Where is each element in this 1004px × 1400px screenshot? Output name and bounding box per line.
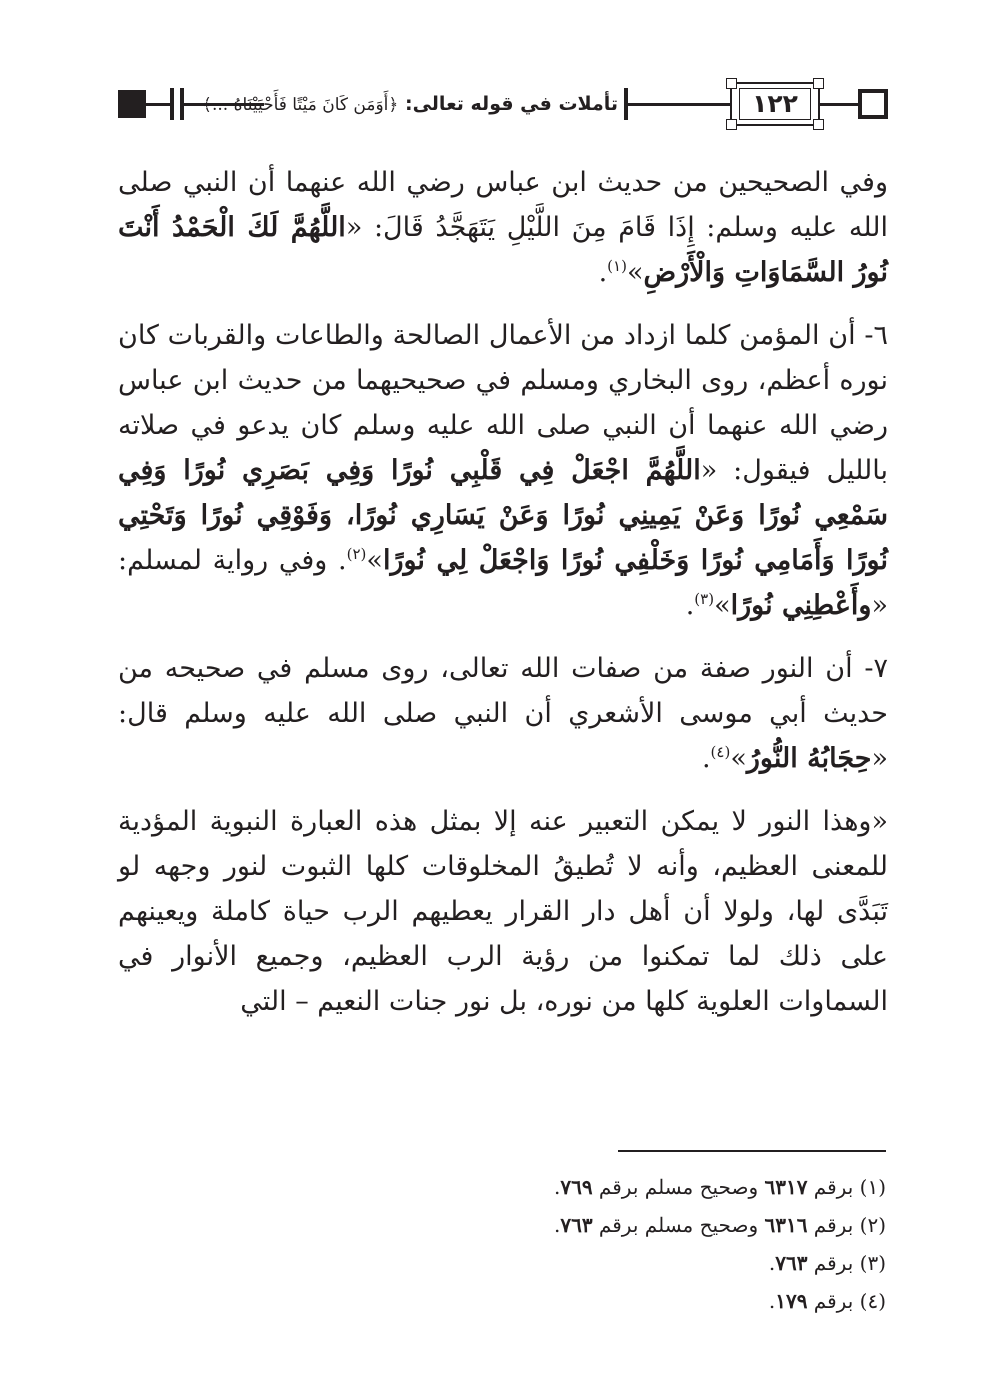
footnote-end: . bbox=[768, 1289, 776, 1313]
paragraph-4 bbox=[118, 799, 888, 1024]
running-title-text: تأملات في قوله تعالى: bbox=[398, 93, 618, 115]
running-title bbox=[202, 89, 618, 119]
page-number-frame bbox=[730, 82, 820, 126]
hadith-quote: اللَّهُمَّ لَكَ الْحَمْدُ أَنْتَ نُورُ السَّمَاوَاتِ وَالْأَرْضِ bbox=[118, 212, 888, 288]
footnote-text: برقم bbox=[807, 1213, 860, 1237]
header-solid-square bbox=[118, 90, 146, 118]
header-open-square bbox=[858, 89, 888, 119]
paragraph-text: «وهذا النور لا يمكن التعبير عنه إلا بمثل هذه العبارة النبوية المؤدية للمعنى العظيم، وأنه لا تُطيقُ المخلوقات كلها الثبوت لنور وجهه لو تَبَدَّى لها، ولولا أن أهل دار القرار يعطيهم الرب حياة كاملة ويعينهم على ذلك لما تمكنوا من رؤية الرب العظيم، وجميع الأنوار في السماوات العلوية كلها من نوره، بل نور جنات النعيم – التي bbox=[118, 806, 888, 1017]
footnote-number: ٧٦٩ bbox=[560, 1175, 593, 1199]
footnote-marker: (٤) bbox=[859, 1289, 886, 1313]
page-body bbox=[118, 160, 888, 1024]
footnote-end: . bbox=[553, 1175, 561, 1199]
quote-mark: » bbox=[730, 743, 747, 774]
footnote-end: . bbox=[768, 1251, 776, 1275]
header-rule bbox=[146, 103, 162, 106]
footnote-text: برقم bbox=[807, 1175, 860, 1199]
footnote-3 bbox=[118, 1246, 888, 1280]
paragraph-end: . bbox=[685, 590, 695, 621]
footnote-number: ٧٦٣ bbox=[560, 1213, 593, 1237]
footnote-marker: (٢) bbox=[859, 1213, 886, 1237]
footnote-marker: (٣) bbox=[859, 1251, 886, 1275]
paragraph-end: . bbox=[701, 743, 711, 774]
footnote-number: ٧٦٣ bbox=[775, 1251, 808, 1275]
footnote-text: وصحيح مسلم برقم bbox=[592, 1175, 765, 1199]
footnote-number: ٦٣١٧ bbox=[764, 1175, 808, 1199]
header-rule bbox=[162, 103, 170, 106]
running-title-verse: ﴿أَوَمَن كَانَ مَيْتًا فَأَحْيَيْنَاهُ ...﴾ bbox=[202, 95, 399, 115]
footnote-ref[interactable]: (٣) bbox=[694, 590, 715, 608]
footnote-text: برقم bbox=[807, 1289, 860, 1313]
footnote-marker: (١) bbox=[859, 1175, 886, 1199]
footnote-4 bbox=[118, 1284, 888, 1318]
paragraph-text: ٧- أن النور صفة من صفات الله تعالى، روى مسلم في صحيحه من حديث أبي موسى الأشعري أن النبي صلى الله عليه وسلم قال: « bbox=[118, 653, 888, 774]
footnote-ref[interactable]: (٢) bbox=[346, 545, 367, 563]
paragraph-3 bbox=[118, 646, 888, 781]
quote-mark: » bbox=[714, 590, 731, 621]
header-bar bbox=[170, 88, 174, 120]
paragraph-text: . وفي رواية لمسلم: « bbox=[118, 545, 888, 621]
footnote-end: . bbox=[553, 1213, 561, 1237]
paragraph-text: وفي الصحيحين من حديث ابن عباس رضي الله عنهما أن النبي صلى الله عليه وسلم: إِذَا قَامَ مِنَ اللَّيْلِ يَتَهَجَّدُ قَالَ: « bbox=[118, 167, 888, 243]
hadith-quote: حِجَابُهُ النُّورُ bbox=[746, 743, 872, 774]
footnote-number: ٦٣١٦ bbox=[764, 1213, 808, 1237]
footnote-separator bbox=[618, 1150, 886, 1152]
paragraph-text: ٦- أن المؤمن كلما ازداد من الأعمال الصالحة والطاعات والقربات كان نوره أعظم، روى البخاري ومسلم في صحيحيهما من حديث ابن عباس رضي الله عنهما أن النبي صلى الله عليه وسلم كان يدعو في صلاته بالليل فيقول: « bbox=[118, 320, 889, 486]
page-number: ١٢٢ bbox=[752, 89, 798, 118]
paragraph-2 bbox=[118, 313, 888, 628]
quote-mark: » bbox=[366, 545, 383, 576]
footnote-2 bbox=[118, 1208, 888, 1242]
running-header bbox=[118, 78, 888, 130]
footnote-text: برقم bbox=[807, 1251, 860, 1275]
footnote-ref[interactable]: (٤) bbox=[710, 743, 731, 761]
hadith-quote: وأَعْطِنِي نُورًا bbox=[730, 590, 872, 621]
hadith-quote: اللَّهُمَّ اجْعَلْ فِي قَلْبِي نُورًا وَفِي بَصَرِي نُورًا وَفِي سَمْعِي نُورًا وَعَنْ يَمِينِي نُورًا وَعَنْ يَسَارِي نُورًا، وَفَوْقِي نُورًا وَتَحْتِي نُورًا وَأَمَامِي نُورًا وَخَلْفِي نُورًا وَاجْعَلْ لِي نُورًا bbox=[118, 455, 888, 576]
footnote-number: ١٧٩ bbox=[775, 1289, 808, 1313]
footnote-text: وصحيح مسلم برقم bbox=[592, 1213, 765, 1237]
footnote-1 bbox=[118, 1170, 888, 1204]
paragraph-end: . bbox=[598, 257, 608, 288]
quote-mark: » bbox=[626, 257, 644, 288]
paragraph-1 bbox=[118, 160, 888, 295]
footnote-ref[interactable]: (١) bbox=[607, 257, 627, 275]
header-rule bbox=[628, 103, 730, 106]
footnotes bbox=[118, 1170, 888, 1322]
